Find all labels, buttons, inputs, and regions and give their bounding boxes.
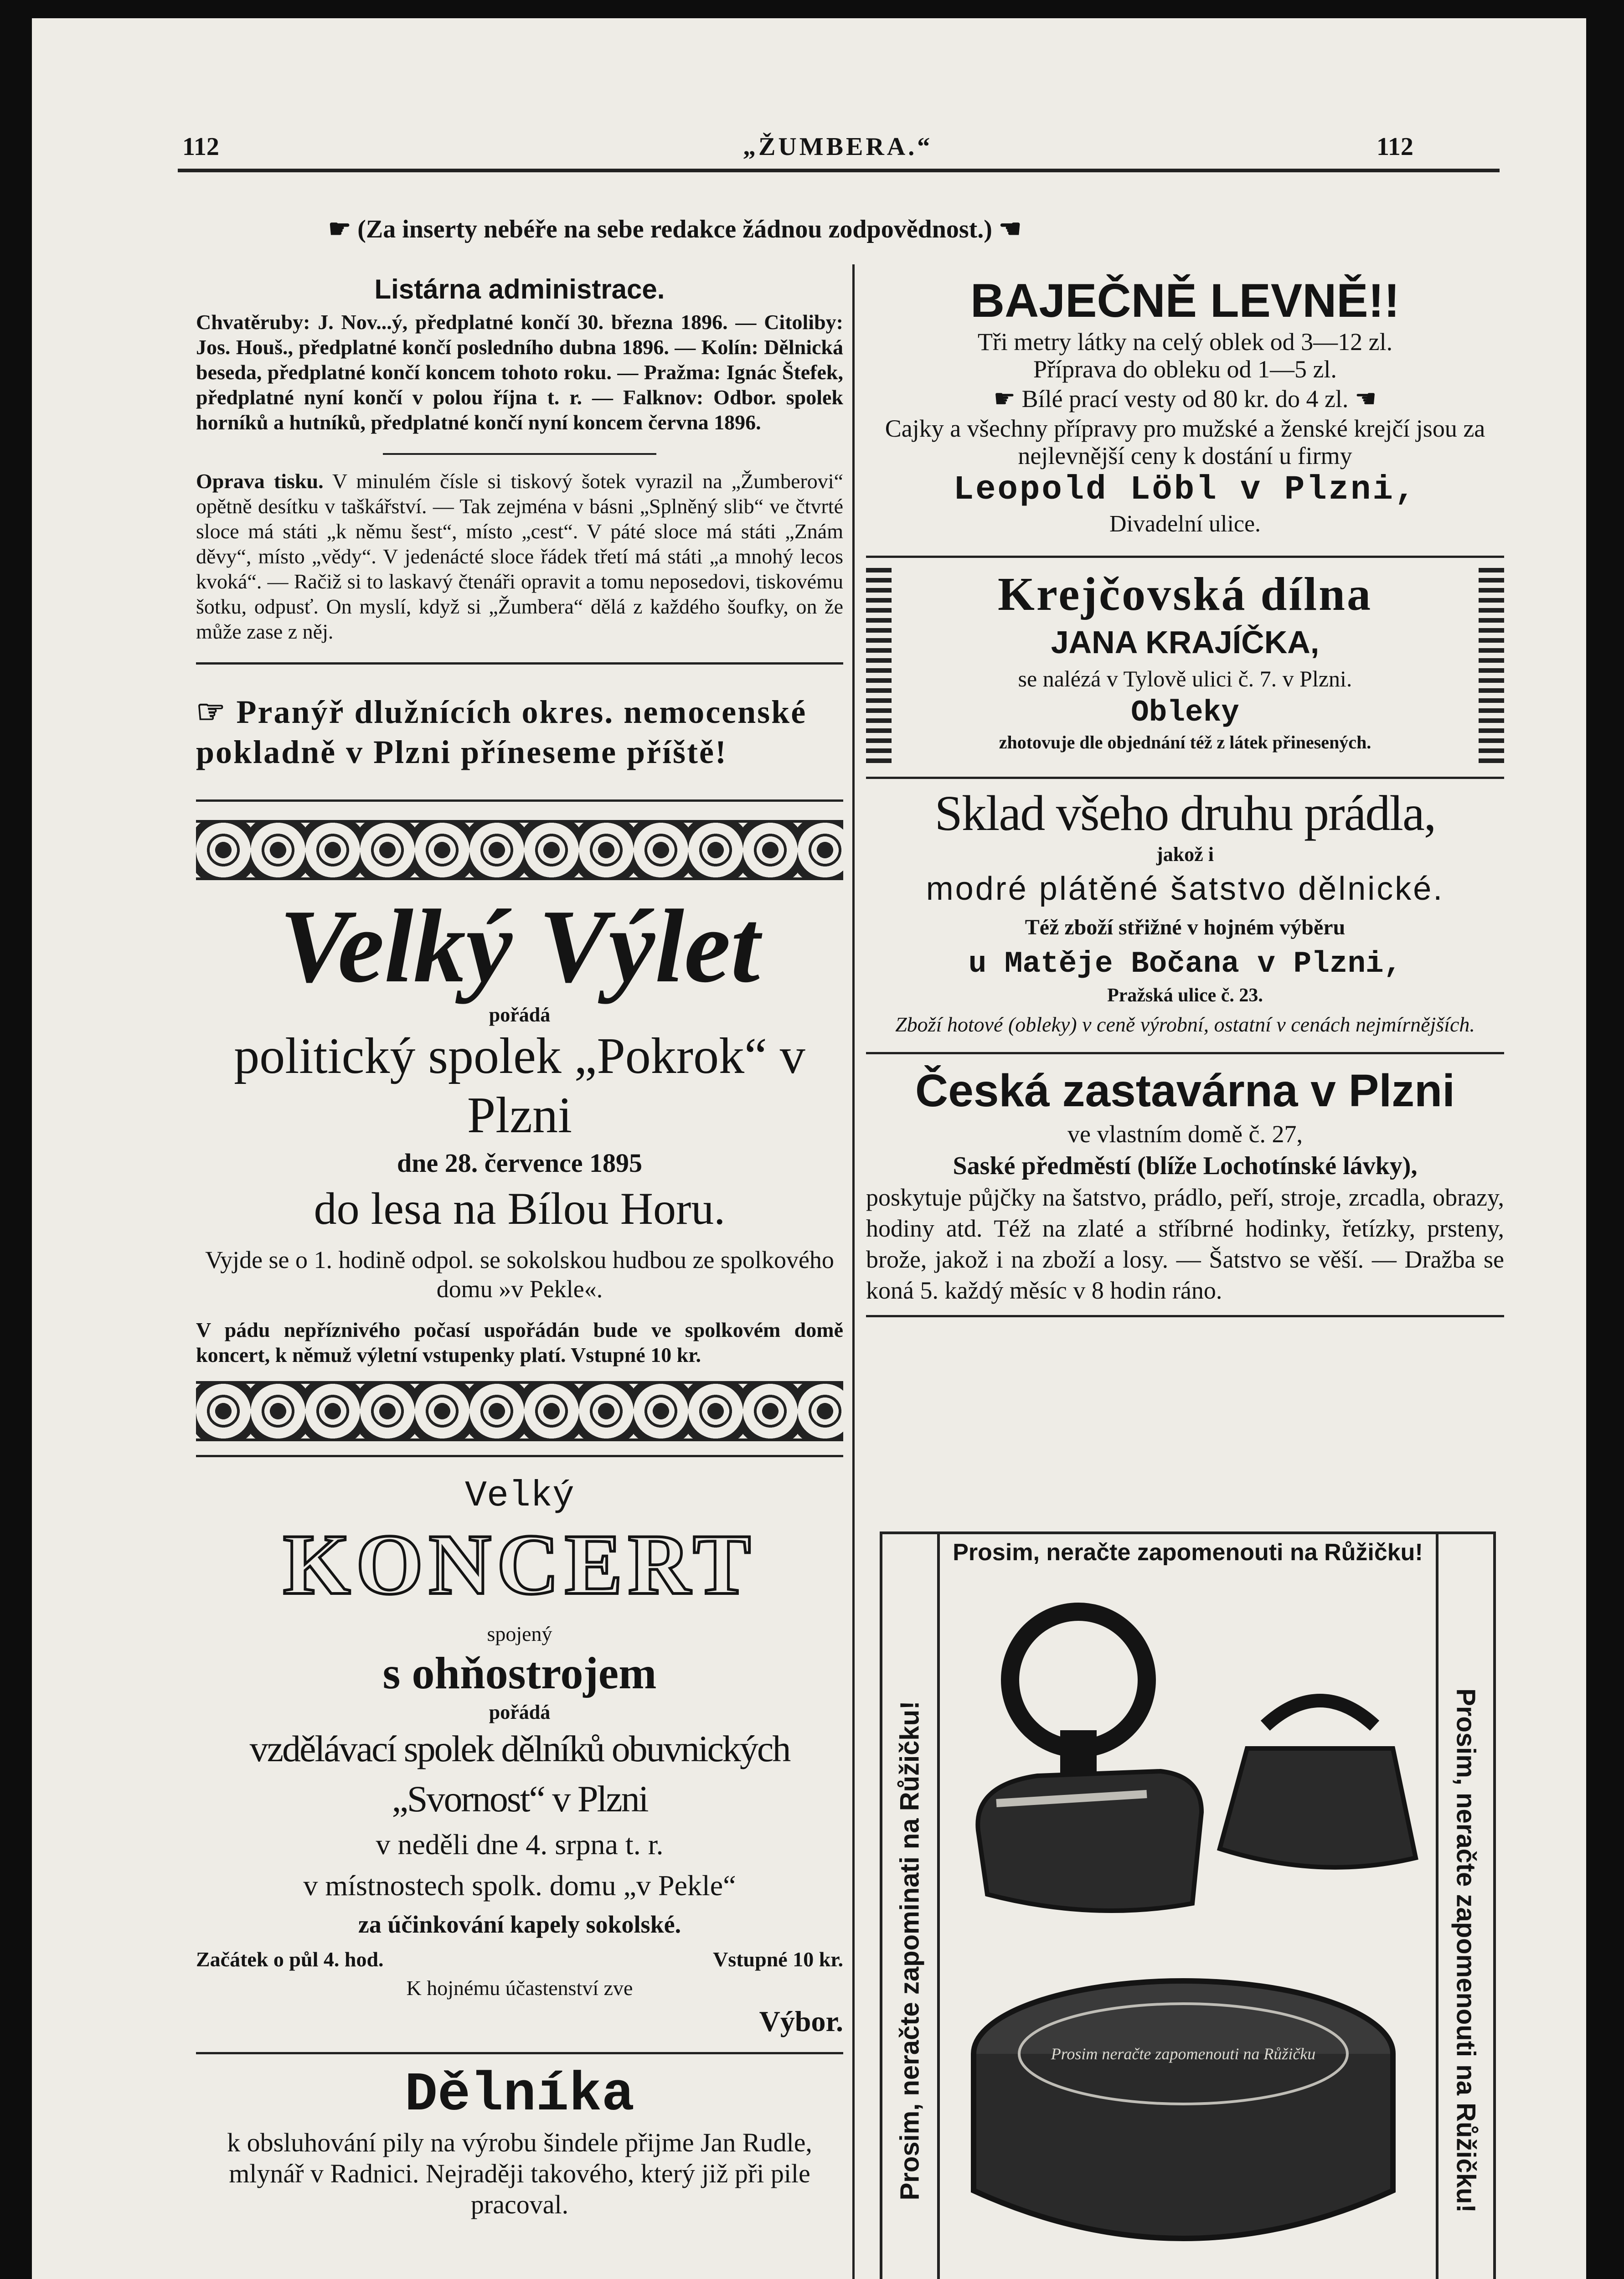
koncert-spojeny: spojený: [487, 1622, 552, 1645]
bajecne-line1: Tři metry látky na celý oblek od 3—12 zl.: [977, 328, 1393, 356]
ruzicka-left: Prosim, neračte zapominati na Růžičku!: [895, 1701, 925, 2201]
sklad-jakoz: jakož i: [1156, 843, 1214, 866]
inner-border-left: [937, 1534, 940, 2279]
bajecne-title: BAJEČNĚ LEVNĚ!!: [970, 274, 1400, 327]
vylet-date: dne 28. července 1895: [397, 1148, 642, 1178]
ornamental-border-right: [1479, 567, 1504, 763]
divider: [196, 799, 843, 802]
bajecne-line3: ☛ Bílé prací vesty od 80 kr. do 4 zl. ☚: [993, 385, 1377, 412]
ruzicka-right: Prosim, neračte zapomenouti na Růžičku!: [1451, 1688, 1481, 2213]
koncert-details: [196, 1947, 843, 1971]
koncert-velky: Velký: [464, 1475, 575, 1517]
vylet-porada: pořádá: [489, 1004, 551, 1026]
oprava-lead: Oprava tisku.: [196, 469, 324, 493]
divider: [196, 662, 843, 665]
krejcovska-addr: se nalézá v Tylově ulici č. 7. v Plzni.: [1018, 666, 1352, 691]
pranyr-block: [196, 692, 843, 772]
koncert-invite: K hojnému účastenství zve: [406, 1976, 633, 2000]
ornamental-border: [196, 1381, 843, 1441]
column-divider: [852, 264, 855, 2279]
iron-icon: [1220, 1701, 1416, 1867]
ornamental-border-left: [866, 567, 892, 763]
ornamental-border: [196, 820, 843, 880]
krejcovska-owner: JANA KRAJÍČKA,: [1051, 624, 1320, 660]
sklad-firm: u Matěje Bočana v Plzni,: [968, 947, 1402, 981]
krejcovska-ad: [866, 558, 1504, 777]
pointing-hand-icon: ☞: [196, 694, 237, 730]
iron-icon: [978, 1612, 1201, 1911]
right-column: [866, 273, 1504, 1317]
koncert-place: v místnostech spolk. domu „v Pekle“: [303, 1869, 736, 1902]
sklad-line: modré plátěné šatstvo dělnické.: [926, 871, 1444, 907]
pointing-hand-icon: ☛: [328, 215, 358, 243]
disclaimer: ☛ (Za inserty nebéře na sebe redakce žádnou zodpovědnost.) ☚: [328, 215, 1022, 243]
inner-border-right: [1436, 1534, 1438, 2279]
vylet-title: Velký Výlet: [279, 888, 760, 1004]
divider: [866, 777, 1504, 779]
divider: [383, 453, 656, 455]
koncert-entry: Vstupné 10 kr.: [713, 1948, 843, 1971]
koncert-fireworks: s ohňostrojem: [382, 1648, 657, 1698]
krejcovska-obleky: Obleky: [1131, 696, 1239, 730]
koncert-band: za účinkování kapely sokolské.: [358, 1911, 681, 1938]
delnika-body: k obsluhování pily na výrobu šindele přijme Jan Rudle, mlynář v Radnici. Nejraději takového, který již při pile pracoval.: [227, 2128, 812, 2219]
zastavarna-l2: Saské předměstí (blíže Lochotínské lávky),: [953, 1152, 1418, 1180]
masthead-title: „ŽUMBERA.“: [743, 133, 933, 161]
oprava-block: [196, 469, 843, 644]
pointing-hand-icon: ☚: [992, 215, 1022, 243]
bajecne-street: Divadelní ulice.: [1109, 511, 1261, 537]
divider: [866, 1315, 1504, 1317]
listarna-heading: Listárna administrace.: [374, 274, 665, 304]
vylet-org: politický spolek „Pokrok“ v Plzni: [234, 1028, 805, 1144]
sklad-title: Sklad všeho druhu prádla,: [934, 785, 1436, 841]
koncert-sign: Výbor.: [759, 2005, 843, 2037]
vylet-note: V pádu nepříznivého počasí uspořádán bude ve spolkovém domě koncert, k němuž výletní vstupenky platí. Vstupné 10 kr.: [196, 1318, 843, 1366]
divider: [196, 1455, 843, 1457]
newspaper-page: [32, 18, 1586, 2279]
tin-label: Prosim neračte zapomenouti na Růžičku: [1051, 2045, 1316, 2063]
krejcovska-title: Krejčovská dílna: [998, 568, 1372, 620]
oprava-body: V minulém čísle si tiskový šotek vyrazil na „Žumberovi“ opětně desítku v taškářství. — Tak zejména v básni „Splněný slib“ ve čtvrté sloce má státi „k němu šest“, místo „cest“. V páté sloce má státi „Znám děvy“, místo „vědy“. V jedenácté sloce řádek třetí má státi „a mnohý lecos kvoká“. — Račiž si to laskavý čtenáři opravit a tomu neposedovi, tiskovému šotku, odpusť. On myslí, když si „Žumbera“ dělá z každého šoufky, on že může zase z něj.: [196, 469, 843, 643]
koncert-date: v neděli dne 4. srpna t. r.: [376, 1828, 664, 1861]
koncert-title: KONCERT: [283, 1517, 756, 1613]
pranyr-text: Pranýř dlužnících okres. nemocenské pokladně v Plzni příneseme příště!: [196, 694, 807, 770]
ruzicka-top: Prosim, neračte zapomenouti na Růžičku!: [953, 1539, 1423, 1566]
koncert-start: Začátek o půl 4. hod.: [196, 1948, 384, 1971]
pointing-hand-icon: ☚: [1348, 385, 1377, 412]
bajecne-line2: Příprava do obleku od 1—5 zl.: [1033, 356, 1337, 383]
vylet-place: do lesa na Bílou Horu.: [314, 1183, 726, 1234]
divider: [196, 2052, 843, 2054]
koncert-org: vzdělávací spolek dělníků obuvnických „Svornost“ v Plzni: [249, 1728, 790, 1820]
sklad-note: Zboží hotové (obleky) v ceně výrobní, ostatní v cenách nejmírnějších.: [895, 1013, 1475, 1036]
page-number-left: 112: [182, 133, 219, 161]
bajecne-line4: Cajky a všechny přípravy pro mužské a ženské krejčí jsou za nejlevnější ceny k dostání u firmy: [885, 415, 1485, 469]
left-column: [196, 273, 843, 2220]
divider: [866, 1052, 1504, 1054]
header-rule: [178, 169, 1500, 172]
zastavarna-body: poskytuje půjčky na šatstvo, prádlo, peří, stroje, zrcadla, obrazy, hodiny atd. Též na zlaté a stříbrné hodinky, řetízky, prsteny, brože, jakož i na zboží a losy. — Šatstvo se věší. — Dražba se koná 5. každý měsíc v 8 hodin ráno.: [866, 1184, 1504, 1304]
listarna-body: Chvatěruby: J. Nov...ý, předplatné končí 30. března 1896. — Citoliby: Jos. Houš., předplatné končí posledního dubna 1896. — Kolín: Dělnická beseda, předplatné končí koncem tohoto roku. — Pražma: Ignác Štefek, předplatné nyní končí v polou října t. r. — Falknov: Odbor. spolek horníků a hutníků, předplatné končí nyní koncem června 1896.: [196, 310, 843, 434]
koncert-porada: pořádá: [489, 1701, 551, 1723]
vylet-body: Vyjde se o 1. hodině odpol. se sokolskou hudbou ze spolkového domu »v Pekle«.: [205, 1246, 834, 1303]
tin-box-icon: [974, 1981, 1393, 2238]
delnika-title: Dělníka: [404, 2064, 635, 2126]
sklad-zbozi: Též zboží střižné v hojném výběru: [1025, 915, 1346, 939]
pointing-hand-icon: ☛: [993, 385, 1022, 412]
zastavarna-title: Česká zastavárna v Plzni: [915, 1065, 1455, 1116]
krejcovska-note: zhotovuje dle objednání též z látek přinesených.: [999, 732, 1371, 753]
zastavarna-l1: ve vlastním domě č. 27,: [1067, 1120, 1303, 1148]
irons-illustration: [946, 1575, 1425, 2279]
ruzicka-ad: [880, 1531, 1496, 2279]
page-number-right: 112: [1377, 133, 1413, 161]
bajecne-firm: Leopold Löbl v Plzni,: [953, 471, 1417, 509]
sklad-street: Pražská ulice č. 23.: [1107, 985, 1263, 1006]
